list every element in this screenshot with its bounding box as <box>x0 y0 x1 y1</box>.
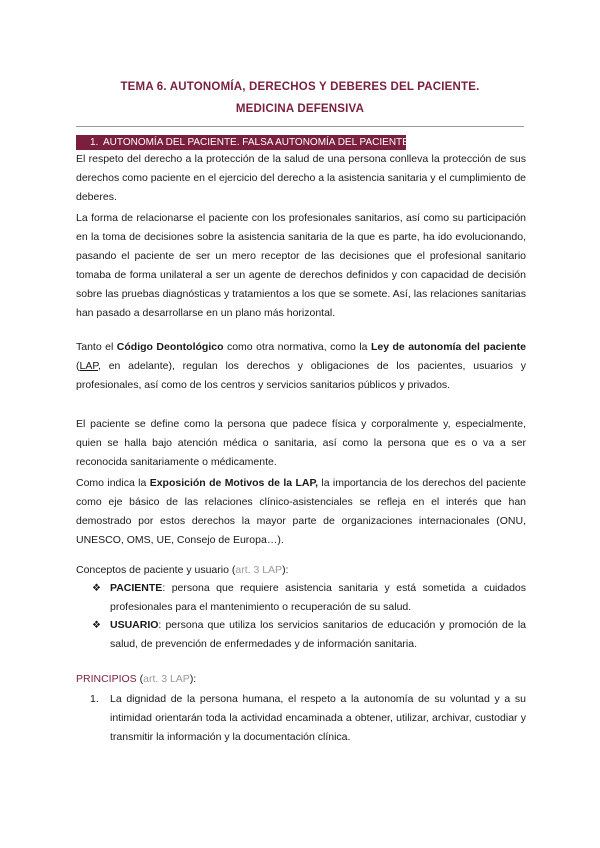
bullet-text: : persona que utiliza los servicios sanitarios de educación y promoción de la salud, de prevención de enfermedades y de información sanitaria. <box>110 619 526 650</box>
article-reference: art. 3 LAP <box>143 673 190 685</box>
paragraph-5 <box>76 474 526 550</box>
p5-text: Como indica la <box>76 477 150 489</box>
concepts-intro <box>76 561 526 580</box>
principios-heading <box>76 670 526 689</box>
list-item <box>90 690 526 747</box>
list-item <box>92 616 526 654</box>
bullet-term: PACIENTE <box>110 582 163 594</box>
list-text: La dignidad de la persona humana, el respeto a la autonomía de su voluntad y a su intimidad orientarán toda la actividad encaminada a obtener, utilizar, archivar, custodiar y transmitir la información y la documentación clínica. <box>110 693 526 743</box>
paragraph-4: El paciente se define como la persona que padece física y corporalmente y, especialmente, quien se halla bajo atención médica o sanitaria, así como la persona que es o va a ser reconocida sanitariamente o médicamente. <box>76 418 526 468</box>
p3-text: ( <box>76 360 80 372</box>
title-line-1: TEMA 6. AUTONOMÍA, DERECHOS Y DEBERES DEL PACIENTE. <box>120 81 480 93</box>
principios-text: ( <box>136 673 144 685</box>
p3-text: , en adelante), regulan los derechos y obligaciones de los pacientes, usuarios y profesionales, así como de los centros y servicios sanitarios públicos y privados. <box>76 360 526 391</box>
diamond-bullet-icon: ❖ <box>92 583 101 594</box>
ley-autonomia-term: Ley de autonomía del paciente <box>370 341 527 353</box>
paragraph-3 <box>76 338 526 395</box>
title-divider <box>76 126 524 127</box>
principios-label: PRINCIPIOS <box>76 673 137 685</box>
exposicion-motivos-term: Exposición de Motivos de la LAP, <box>149 477 319 489</box>
concepts-text: ): <box>282 564 289 576</box>
concepts-text: Conceptos de paciente y usuario ( <box>76 564 236 576</box>
bullet-text: : persona que requiere asistencia sanitaria y está sometida a cuidados profesionales para el mantenimiento o recuperación de su salud. <box>110 582 526 613</box>
p3-text: Tanto el <box>76 341 117 353</box>
article-reference: art. 3 LAP <box>235 564 283 576</box>
section-number: 1. <box>90 137 99 148</box>
title-line-2: MEDICINA DEFENSIVA <box>235 103 365 115</box>
codigo-deontologico-term: Código Deontológico <box>116 341 224 353</box>
p5-text: la importancia de los derechos del paciente como eje básico de las relaciones clínico-asistenciales se refleja en el interés que han demostrado por estos derechos la mayor parte de organizaciones internacionales (ONU, UNESCO, OMS, UE, Consejo de Europa…). <box>76 477 526 546</box>
list-item <box>92 579 526 617</box>
p3-text: como otra normativa, como la <box>223 341 371 353</box>
document-title <box>0 76 600 120</box>
paragraph-2: La forma de relacionarse el paciente con los profesionales sanitarios, así como su participación en la toma de decisiones sobre la asistencia sanitaria de la que es parte, ha ido evolucionando, pasando el paciente de ser un mero receptor de las decisiones que el profesional sanitario tomaba de forma unilateral a ser un agente de derechos definidos y con capacidad de decisión sobre las pruebas diagnósticas y tratamientos a los que se somete. Así, las relaciones sanitarias han pasado a desarrollarse en un plano más horizontal. <box>76 212 526 319</box>
paragraph-1: El respeto del derecho a la protección de la salud de una persona conlleva la protección de sus derechos como paciente en el ejercicio del derecho a la asistencia sanitaria y el cumplimiento de deberes. <box>76 153 526 203</box>
list-number: 1. <box>90 693 99 705</box>
bullet-term: USUARIO <box>110 619 159 631</box>
lap-abbreviation: LAP <box>79 360 98 372</box>
principios-text: ): <box>189 673 197 685</box>
section-title: AUTONOMÍA DEL PACIENTE. FALSA AUTONOMÍA DEL PACIENTE <box>103 137 409 148</box>
diamond-bullet-icon: ❖ <box>92 620 101 631</box>
section-heading <box>76 135 409 150</box>
